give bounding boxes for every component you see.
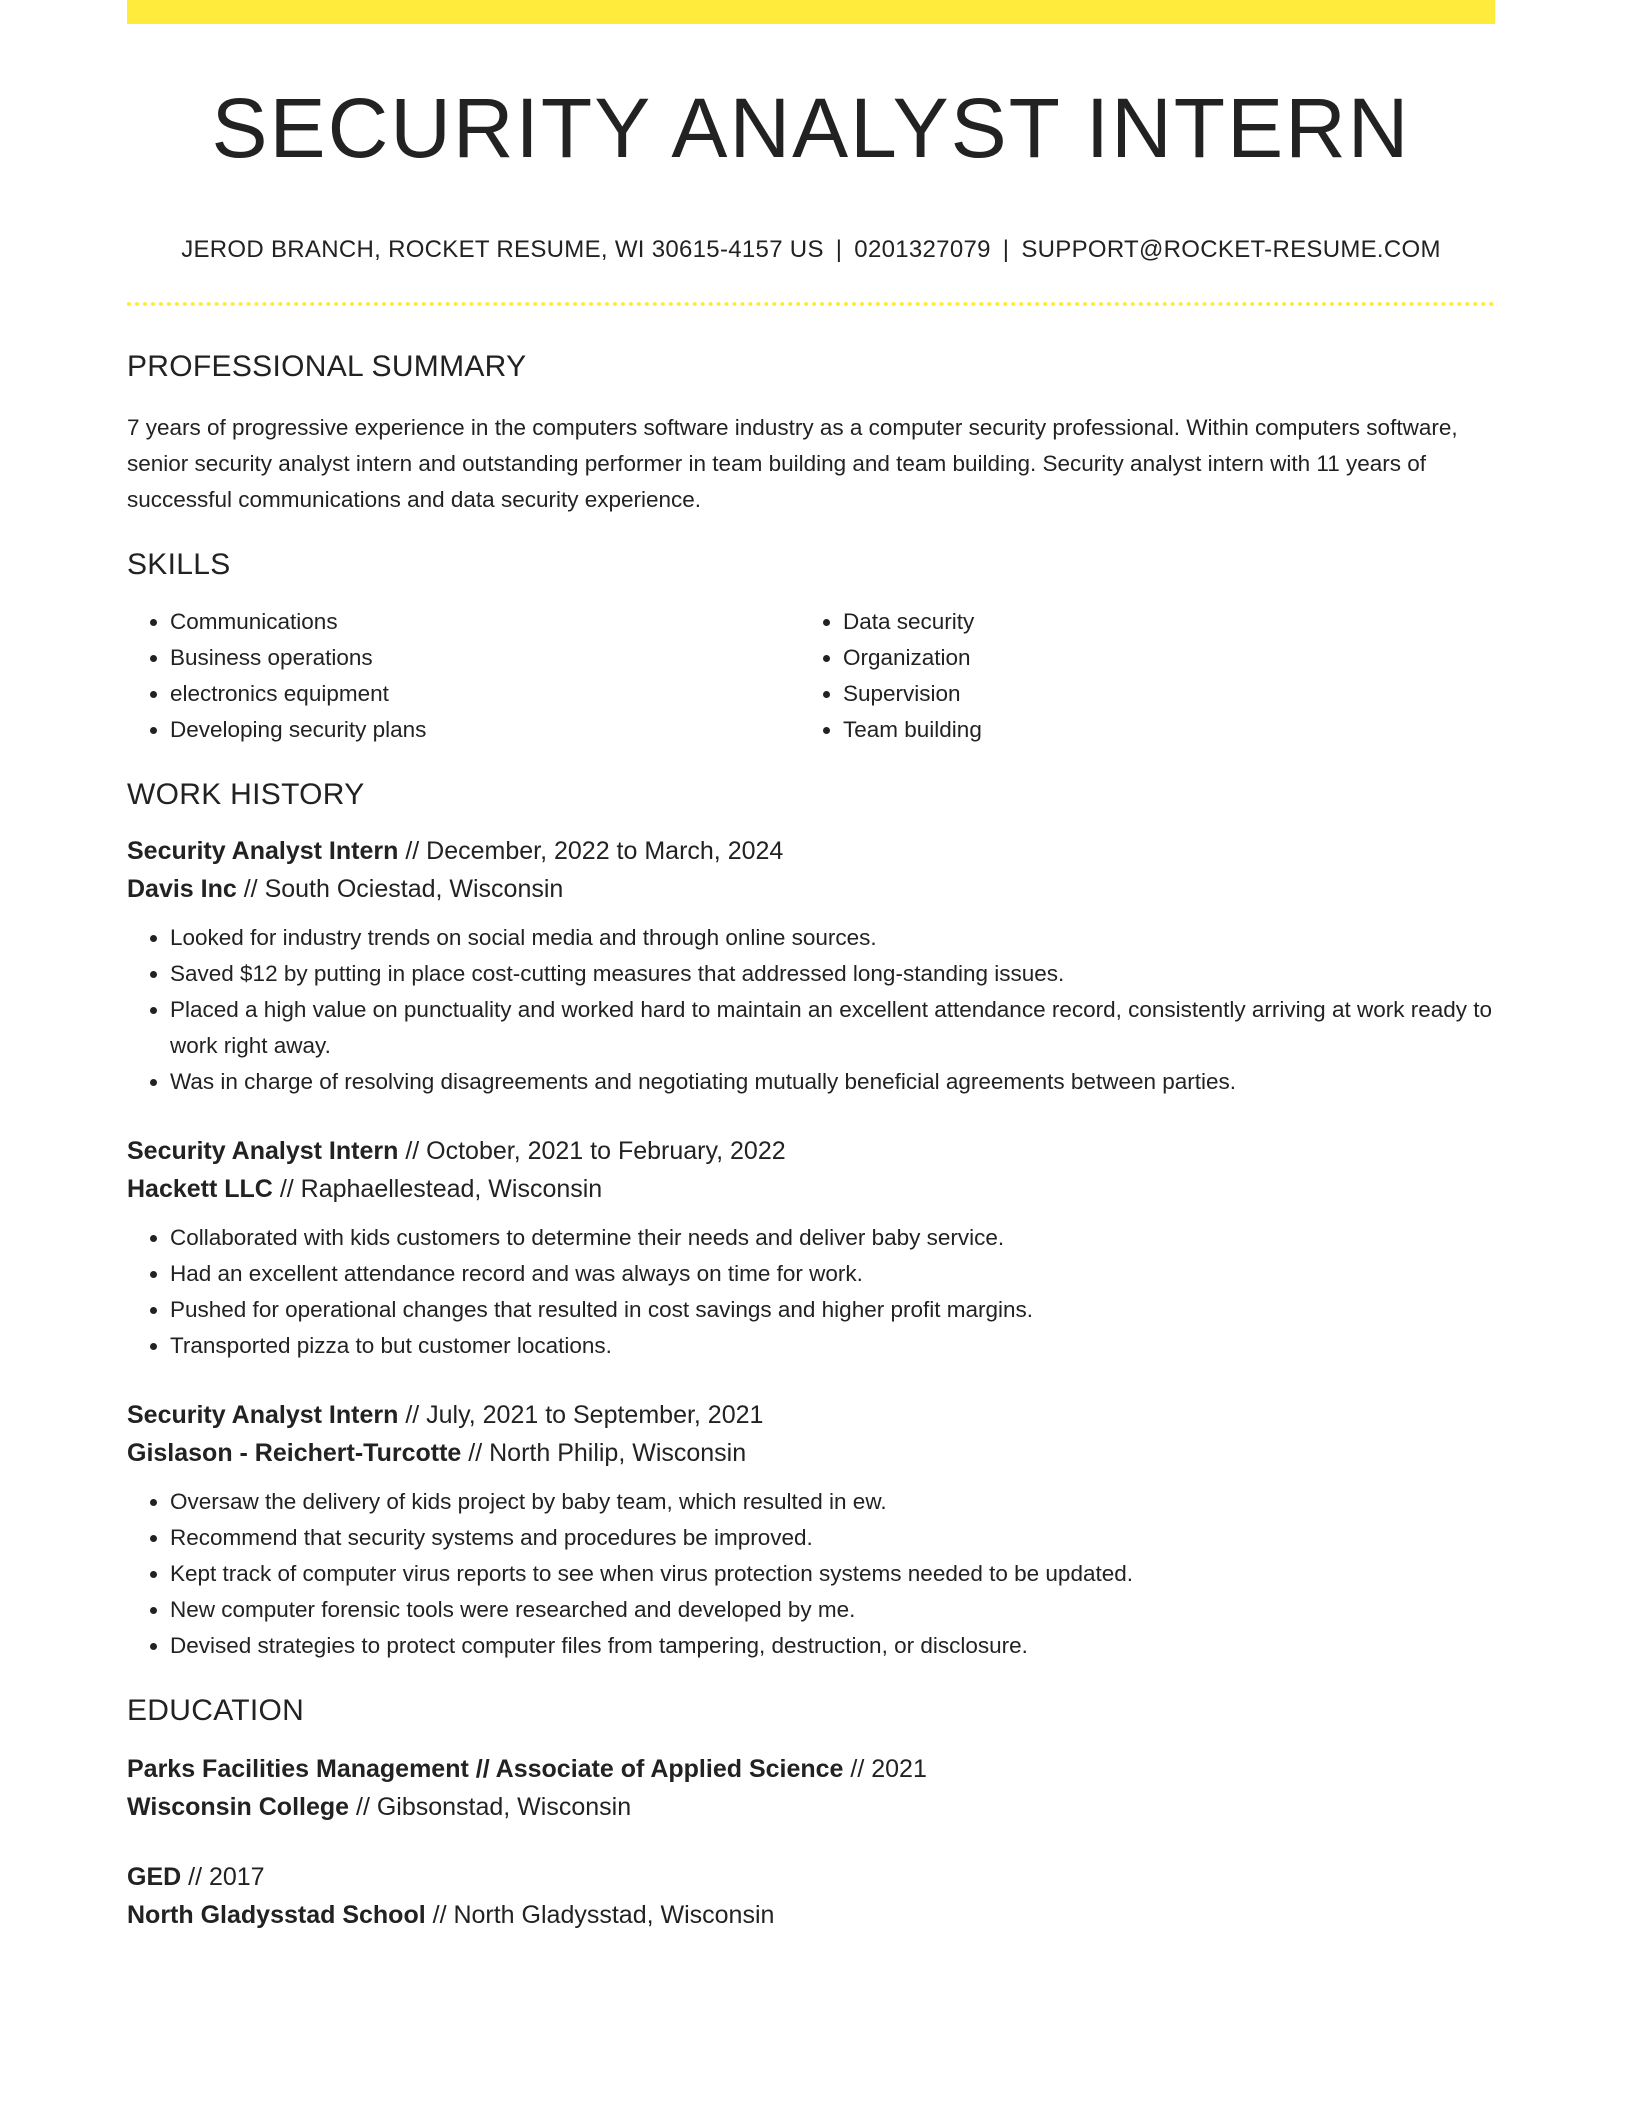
resume-page: [127, 0, 1495, 1934]
job-bullet: • Pushed for operational changes that resulted in cost savings and higher profit margins.: [170, 1292, 1495, 1328]
summary-text: 7 years of progressive experience in the computers software industry as a computer security professional. Within computers software, senior security analyst intern and outstanding performer in team building and team building. Security analyst intern with 11 years of successful communications and data security experience.: [127, 415, 1458, 513]
contact-email: SUPPORT@ROCKET-RESUME.COM: [1021, 236, 1441, 264]
education-degree: GED: [127, 1863, 182, 1892]
education-year: // 2021: [843, 1755, 927, 1784]
job-company: Davis Inc: [127, 875, 237, 904]
job-dates: // July, 2021 to September, 2021: [398, 1401, 764, 1430]
contact-separator: |: [1002, 236, 1010, 264]
job-bullet: • Collaborated with kids customers to determine their needs and deliver baby service.: [170, 1220, 1495, 1256]
job-bullet: • Placed a high value on punctuality and worked hard to maintain an excellent attendance record, consistently arriving at work ready to work right away.: [170, 992, 1495, 1064]
job-role: Security Analyst Intern: [127, 1137, 399, 1166]
education-school-line: [127, 1788, 1495, 1826]
skills-column-left: [127, 604, 800, 748]
skill-item: • Team building: [843, 712, 1473, 748]
skill-item: • Supervision: [843, 676, 1473, 712]
job-bullets: [127, 1484, 1495, 1664]
skill-item: • electronics equipment: [170, 676, 800, 712]
job-bullet: • Recommend that security systems and procedures be improved.: [170, 1520, 1495, 1556]
job-role: Security Analyst Intern: [127, 1401, 399, 1430]
education-school: Wisconsin College: [127, 1793, 350, 1822]
job-bullet: • Kept track of computer virus reports to see when virus protection systems needed to be updated.: [170, 1556, 1495, 1592]
job-bullet: • New computer forensic tools were researched and developed by me.: [170, 1592, 1495, 1628]
job-bullet: • Oversaw the delivery of kids project by baby team, which resulted in ew.: [170, 1484, 1495, 1520]
job-bullets: [127, 920, 1495, 1100]
education-entry: [127, 1750, 1495, 1826]
summary-heading: PROFESSIONAL SUMMARY: [127, 350, 527, 384]
education-heading: EDUCATION: [127, 1694, 305, 1728]
job-company-line: [127, 1170, 1495, 1208]
work-history-heading: WORK HISTORY: [127, 778, 365, 812]
skills-column-right: [800, 604, 1473, 748]
job-location: // North Philip, Wisconsin: [461, 1439, 747, 1468]
skills-list: [127, 604, 1495, 748]
contact-line: [127, 236, 1495, 264]
education-school-line: [127, 1896, 1495, 1934]
job-company: Gislason - Reichert-Turcotte: [127, 1439, 462, 1468]
contact-address: JEROD BRANCH, ROCKET RESUME, WI 30615-4157 US: [181, 236, 824, 264]
job-entry: [127, 1132, 1495, 1364]
skill-item: • Organization: [843, 640, 1473, 676]
education-entry: [127, 1858, 1495, 1934]
contact-separator: |: [835, 236, 843, 264]
job-company: Hackett LLC: [127, 1175, 273, 1204]
job-entry: [127, 832, 1495, 1100]
skills-heading: SKILLS: [127, 548, 231, 582]
job-bullet: • Transported pizza to but customer locations.: [170, 1328, 1495, 1364]
job-bullet: • Saved $12 by putting in place cost-cutting measures that addressed long-standing issues.: [170, 956, 1495, 992]
job-bullet: • Looked for industry trends on social media and through online sources.: [170, 920, 1495, 956]
skill-item: • Developing security plans: [170, 712, 800, 748]
job-entry: [127, 1396, 1495, 1664]
job-bullet: • Was in charge of resolving disagreements and negotiating mutually beneficial agreements between parties.: [170, 1064, 1495, 1100]
education-year: // 2017: [181, 1863, 265, 1892]
education-degree-line: [127, 1750, 1495, 1788]
job-title-line: [127, 1396, 1495, 1434]
job-location: // Raphaellestead, Wisconsin: [272, 1175, 603, 1204]
education-location: // Gibsonstad, Wisconsin: [349, 1793, 632, 1822]
skill-item: • Data security: [843, 604, 1473, 640]
job-role: Security Analyst Intern: [127, 837, 399, 866]
contact-phone: 0201327079: [854, 236, 991, 264]
job-company-line: [127, 1434, 1495, 1472]
job-dates: // October, 2021 to February, 2022: [398, 1137, 786, 1166]
education-location: // North Gladysstad, Wisconsin: [425, 1901, 775, 1930]
job-dates: // December, 2022 to March, 2024: [398, 837, 784, 866]
top-accent-bar: [127, 0, 1495, 24]
job-location: // South Ociestad, Wisconsin: [236, 875, 564, 904]
education-degree: Parks Facilities Management // Associate of Applied Science: [127, 1755, 844, 1784]
education-degree-line: [127, 1858, 1495, 1896]
job-company-line: [127, 870, 1495, 908]
skill-item: • Communications: [170, 604, 800, 640]
job-bullets: [127, 1220, 1495, 1364]
job-bullet: • Devised strategies to protect computer files from tampering, destruction, or disclosure.: [170, 1628, 1495, 1664]
job-bullet: • Had an excellent attendance record and was always on time for work.: [170, 1256, 1495, 1292]
resume-title: SECURITY ANALYST INTERN: [211, 81, 1411, 175]
education-school: North Gladysstad School: [127, 1901, 426, 1930]
skill-item: • Business operations: [170, 640, 800, 676]
job-title-line: [127, 1132, 1495, 1170]
header-divider: [127, 302, 1495, 306]
job-title-line: [127, 832, 1495, 870]
